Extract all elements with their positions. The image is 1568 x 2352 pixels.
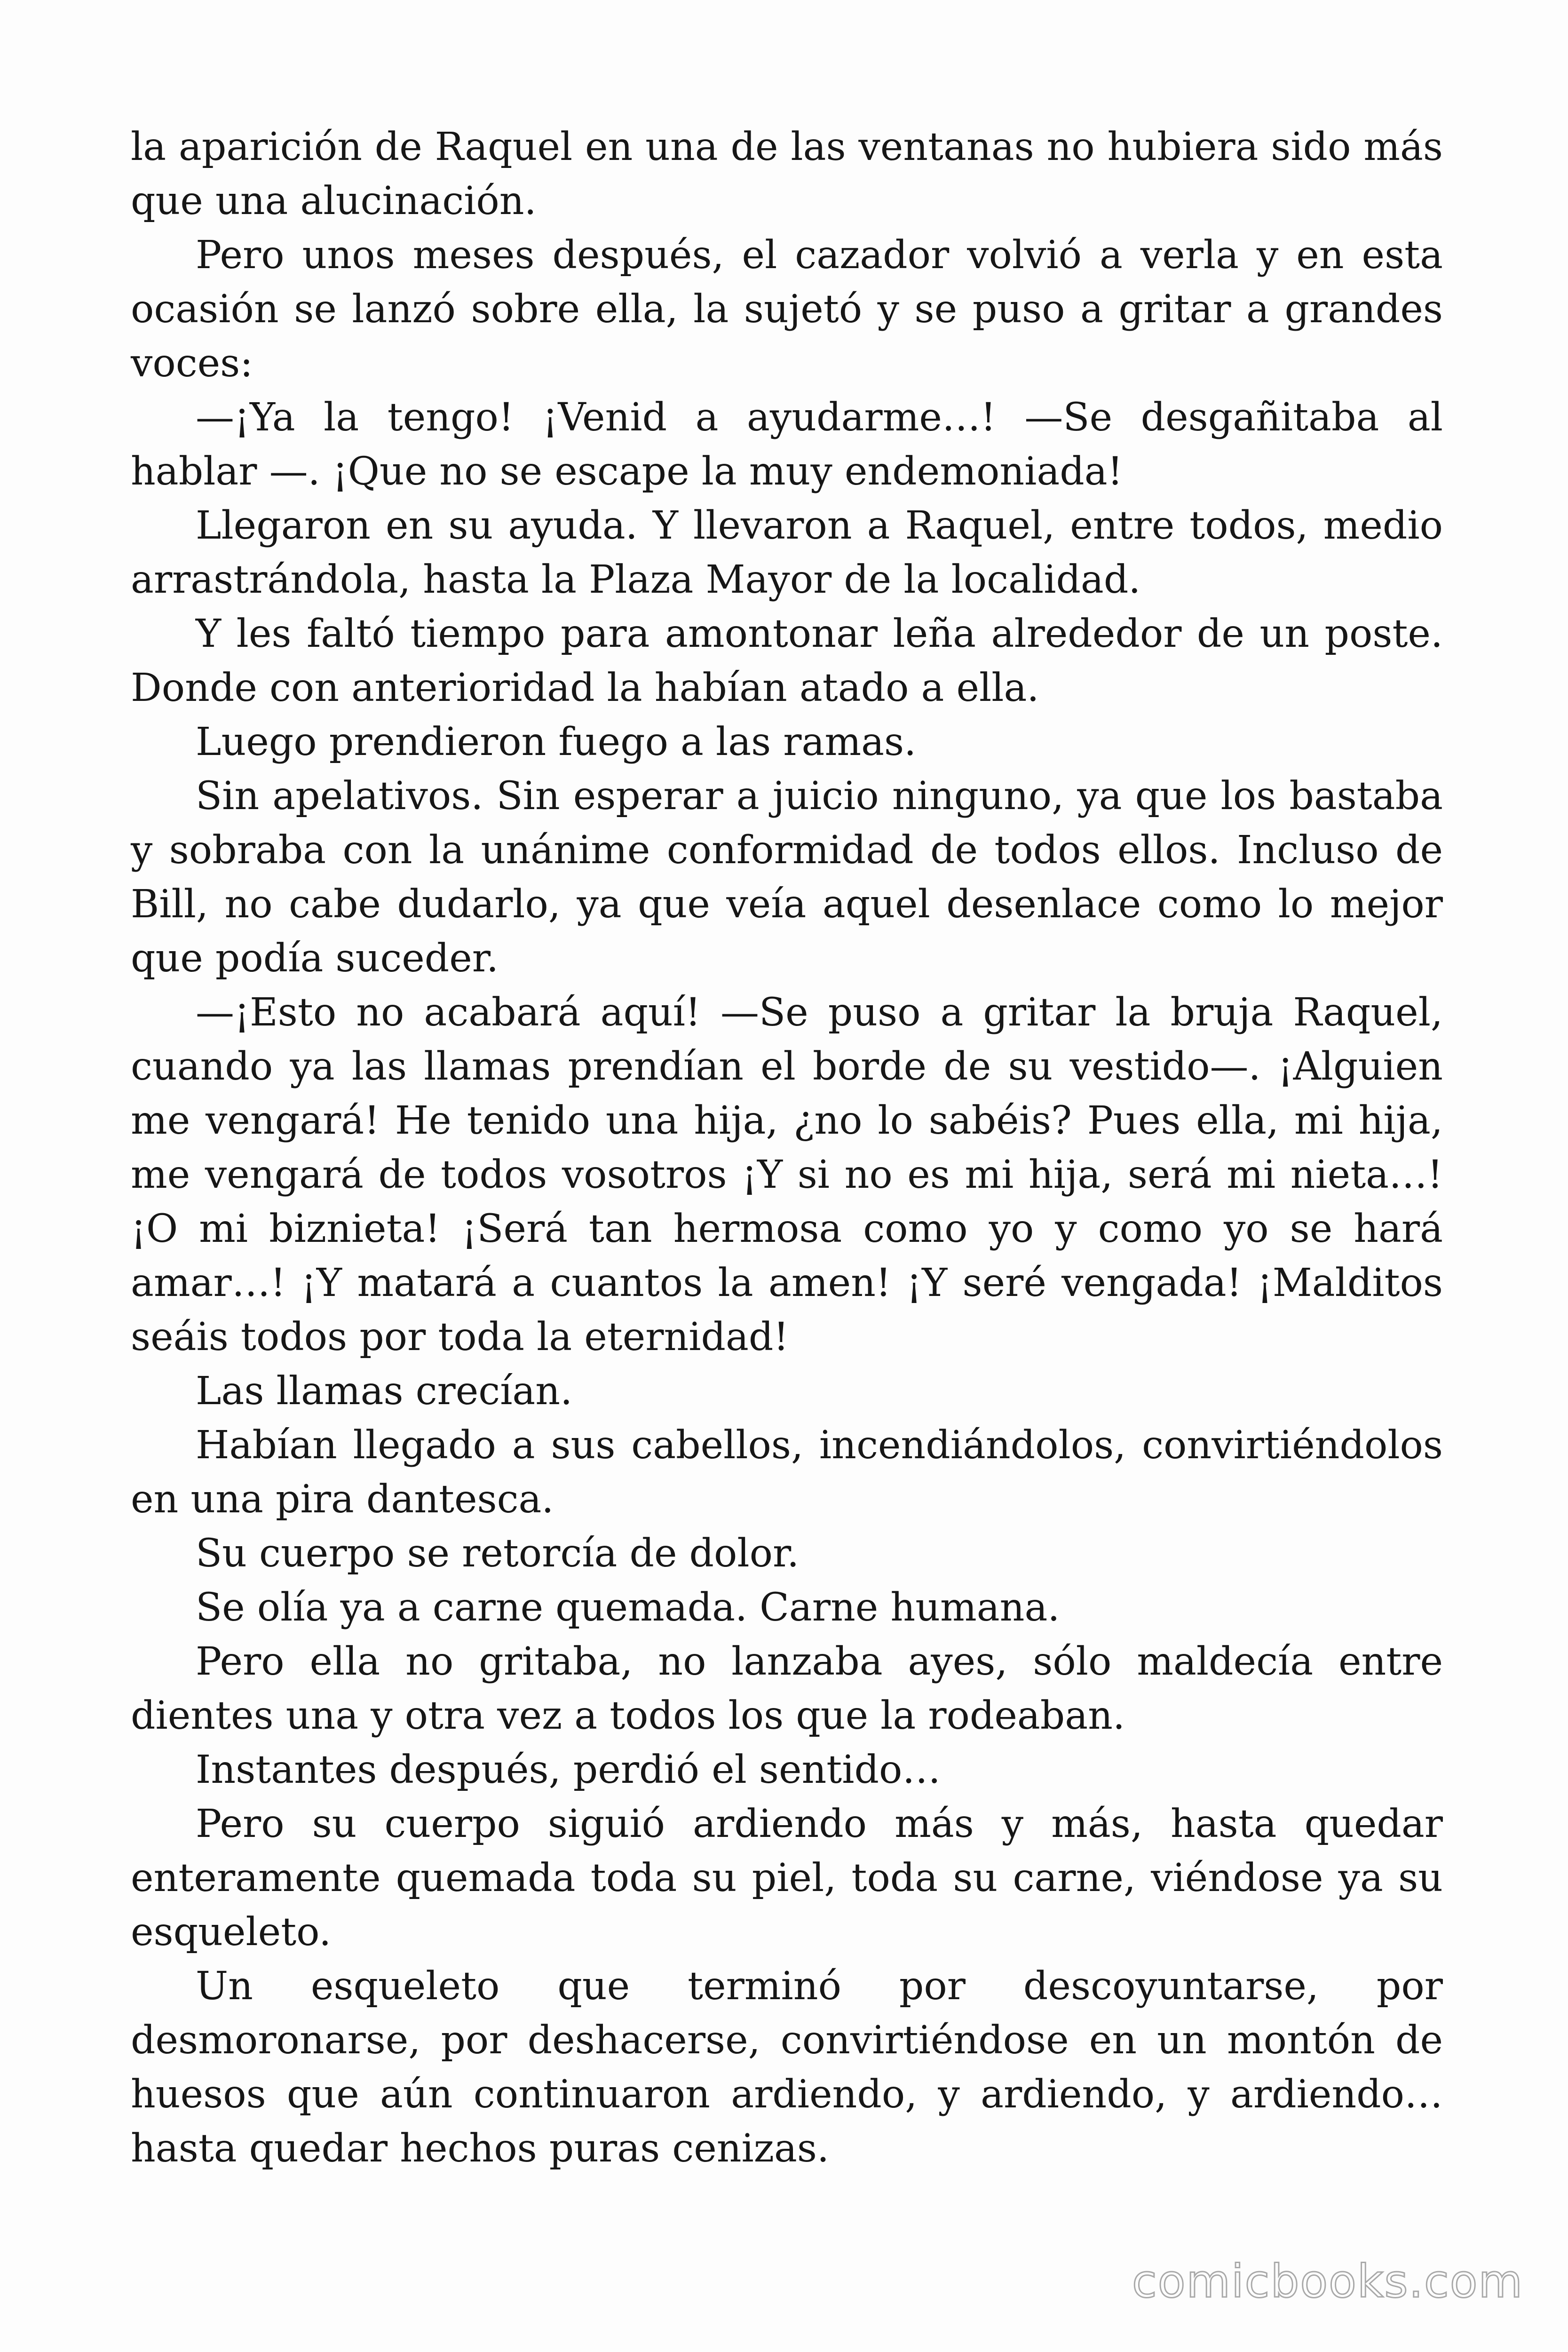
paragraph: Su cuerpo se retorcía de dolor. xyxy=(196,1531,800,1576)
paragraph: Pero unos meses después, el cazador volvió a verla y en esta ocasión se lanzó sobre ella, la sujetó y se puso a gritar a grandes voces: xyxy=(131,233,1443,386)
paragraph: Pero su cuerpo siguió ardiendo más y más, hasta quedar enteramente quemada toda su piel, toda su carne, viéndose ya su esqueleto. xyxy=(131,1802,1443,1955)
paragraph: Pero ella no gritaba, no lanzaba ayes, sólo maldecía entre dientes una y otra vez a todos los que la rodeaban. xyxy=(131,1639,1443,1738)
paragraph: Las llamas crecían. xyxy=(196,1369,573,1414)
paragraph: —¡Ya la tengo! ¡Venid a ayudarme…! —Se desgañitaba al hablar —. ¡Que no se escape la muy endemoniada! xyxy=(131,395,1443,494)
paragraph: Instantes después, perdió el sentido… xyxy=(196,1748,941,1792)
paragraph: Luego prendieron fuego a las ramas. xyxy=(196,720,917,764)
paragraph: la aparición de Raquel en una de las ventanas no hubiera sido más que una alucinación. xyxy=(131,125,1443,223)
paragraph: Se olía ya a carne quemada. Carne humana. xyxy=(196,1585,1060,1630)
paragraph: Habían llegado a sus cabellos, incendiándolos, convirtiéndolos en una pira dantesca. xyxy=(131,1423,1443,1522)
watermark-text: comicbooks.com xyxy=(1132,2255,1523,2308)
paragraph: —¡Esto no acabará aquí! —Se puso a gritar la bruja Raquel, cuando ya las llamas prendían el borde de su vestido—. ¡Alguien me vengará! He tenido una hija, ¿no lo sabéis? Pues ella, mi hija, me vengará de todos vosotros ¡Y si no es mi hija, será mi nieta…! ¡O mi biznieta! ¡Será tan hermosa como yo y como yo se hará amar…! ¡Y matará a cuantos la amen! ¡Y seré vengada! ¡Malditos seáis todos por toda la eternidad! xyxy=(131,990,1443,1359)
paragraph: Llegaron en su ayuda. Y llevaron a Raquel, entre todos, medio arrastrándola, hasta la Plaza Mayor de la localidad. xyxy=(131,503,1443,602)
paragraph: Y les faltó tiempo para amontonar leña alrededor de un poste. Donde con anterioridad la habían atado a ella. xyxy=(131,612,1443,710)
paragraph: Sin apelativos. Sin esperar a juicio ninguno, ya que los bastaba y sobraba con la unánime conformidad de todos ellos. Incluso de Bill, no cabe dudarlo, ya que veía aquel desenlace como lo mejor que podía suceder. xyxy=(131,774,1443,981)
body-text xyxy=(131,120,1443,2176)
paragraph: Un esqueleto que terminó por descoyuntarse, por desmoronarse, por deshacerse, convirtiéndose en un montón de huesos que aún continuaron ardiendo, y ardiendo, y ardiendo… hasta quedar hechos puras cenizas. xyxy=(131,1964,1443,2171)
